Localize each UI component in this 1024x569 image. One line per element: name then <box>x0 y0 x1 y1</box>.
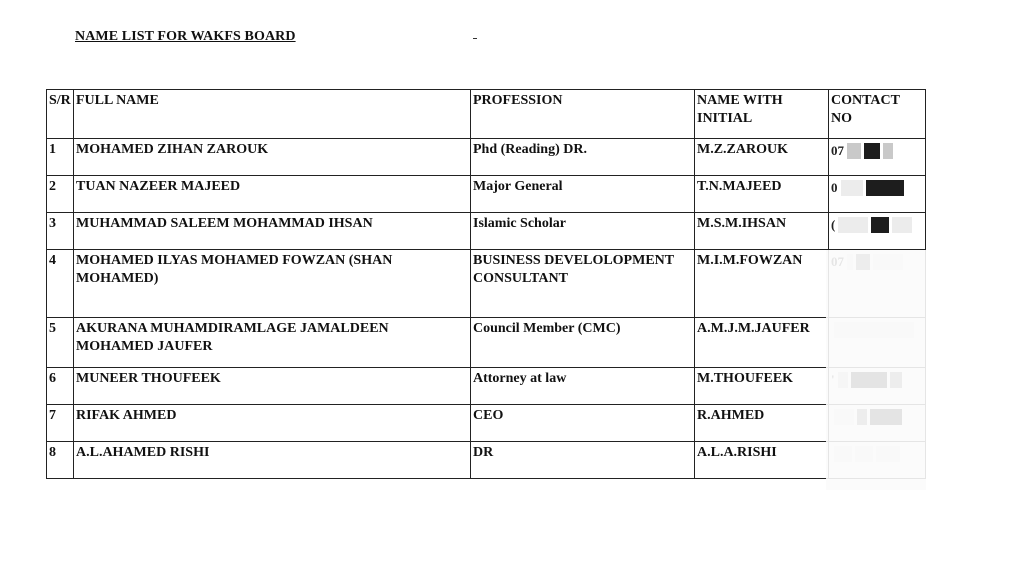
header-name-with-initial: NAME WITH INITIAL <box>695 90 829 139</box>
cell-full-name: MUHAMMAD SALEEM MOHAMMAD IHSAN <box>74 213 471 250</box>
contact-visible-digits: 07 <box>831 143 844 158</box>
cell-contact-redacted <box>829 213 926 250</box>
redaction-block <box>838 217 868 233</box>
cell-profession: DR <box>471 442 695 479</box>
table-row <box>47 250 926 318</box>
table-row <box>47 213 926 250</box>
cell-initial: M.I.M.FOWZAN <box>695 250 829 318</box>
table-row <box>47 442 926 479</box>
redaction-overlay <box>826 250 926 490</box>
cell-initial: M.Z.ZAROUK <box>695 139 829 176</box>
cell-sr: 8 <box>47 442 74 479</box>
cell-profession: Attorney at law <box>471 368 695 405</box>
document-title: NAME LIST FOR WAKFS BOARD <box>75 29 296 44</box>
stray-mark <box>473 38 477 39</box>
cell-profession: BUSINESS DEVELOLOPMENT CONSULTANT <box>471 250 695 318</box>
table-row <box>47 176 926 213</box>
cell-sr: 7 <box>47 405 74 442</box>
redaction-block <box>841 180 863 196</box>
header-profession: PROFESSION <box>471 90 695 139</box>
cell-initial: M.S.M.IHSAN <box>695 213 829 250</box>
contact-visible-digits: 0 <box>831 180 838 195</box>
contact-visible-digits: ( <box>831 217 836 232</box>
cell-profession: Islamic Scholar <box>471 213 695 250</box>
cell-contact-redacted <box>829 139 926 176</box>
cell-full-name: A.L.AHAMED RISHI <box>74 442 471 479</box>
redaction-block <box>871 217 889 233</box>
cell-contact-redacted <box>829 176 926 213</box>
cell-sr: 6 <box>47 368 74 405</box>
cell-full-name: TUAN NAZEER MAJEED <box>74 176 471 213</box>
cell-initial: M.THOUFEEK <box>695 368 829 405</box>
redaction-block <box>847 143 861 159</box>
redaction-block <box>864 143 880 159</box>
cell-initial: R.AHMED <box>695 405 829 442</box>
header-full-name: FULL NAME <box>74 90 471 139</box>
cell-initial: T.N.MAJEED <box>695 176 829 213</box>
cell-sr: 1 <box>47 139 74 176</box>
table-row <box>47 318 926 368</box>
redaction-block <box>883 143 893 159</box>
table-row <box>47 139 926 176</box>
cell-sr: 3 <box>47 213 74 250</box>
cell-initial: A.M.J.M.JAUFER <box>695 318 829 368</box>
table-header-row <box>47 90 926 139</box>
cell-profession: Major General <box>471 176 695 213</box>
header-contact-no: CONTACT NO <box>829 90 926 139</box>
cell-initial: A.L.A.RISHI <box>695 442 829 479</box>
cell-full-name: AKURANA MUHAMDIRAMLAGE JAMALDEEN MOHAMED JAUFER <box>74 318 471 368</box>
name-list-table <box>46 89 926 479</box>
cell-profession: Phd (Reading) DR. <box>471 139 695 176</box>
cell-profession: CEO <box>471 405 695 442</box>
cell-full-name: RIFAK AHMED <box>74 405 471 442</box>
cell-full-name: MOHAMED ILYAS MOHAMED FOWZAN (SHAN MOHAMED) <box>74 250 471 318</box>
cell-full-name: MOHAMED ZIHAN ZAROUK <box>74 139 471 176</box>
table-row <box>47 368 926 405</box>
table-row <box>47 405 926 442</box>
cell-sr: 5 <box>47 318 74 368</box>
cell-sr: 2 <box>47 176 74 213</box>
cell-full-name: MUNEER THOUFEEK <box>74 368 471 405</box>
redaction-block <box>892 217 912 233</box>
header-sr: S/R <box>47 90 74 139</box>
cell-sr: 4 <box>47 250 74 318</box>
redaction-block <box>866 180 904 196</box>
cell-profession: Council Member (CMC) <box>471 318 695 368</box>
